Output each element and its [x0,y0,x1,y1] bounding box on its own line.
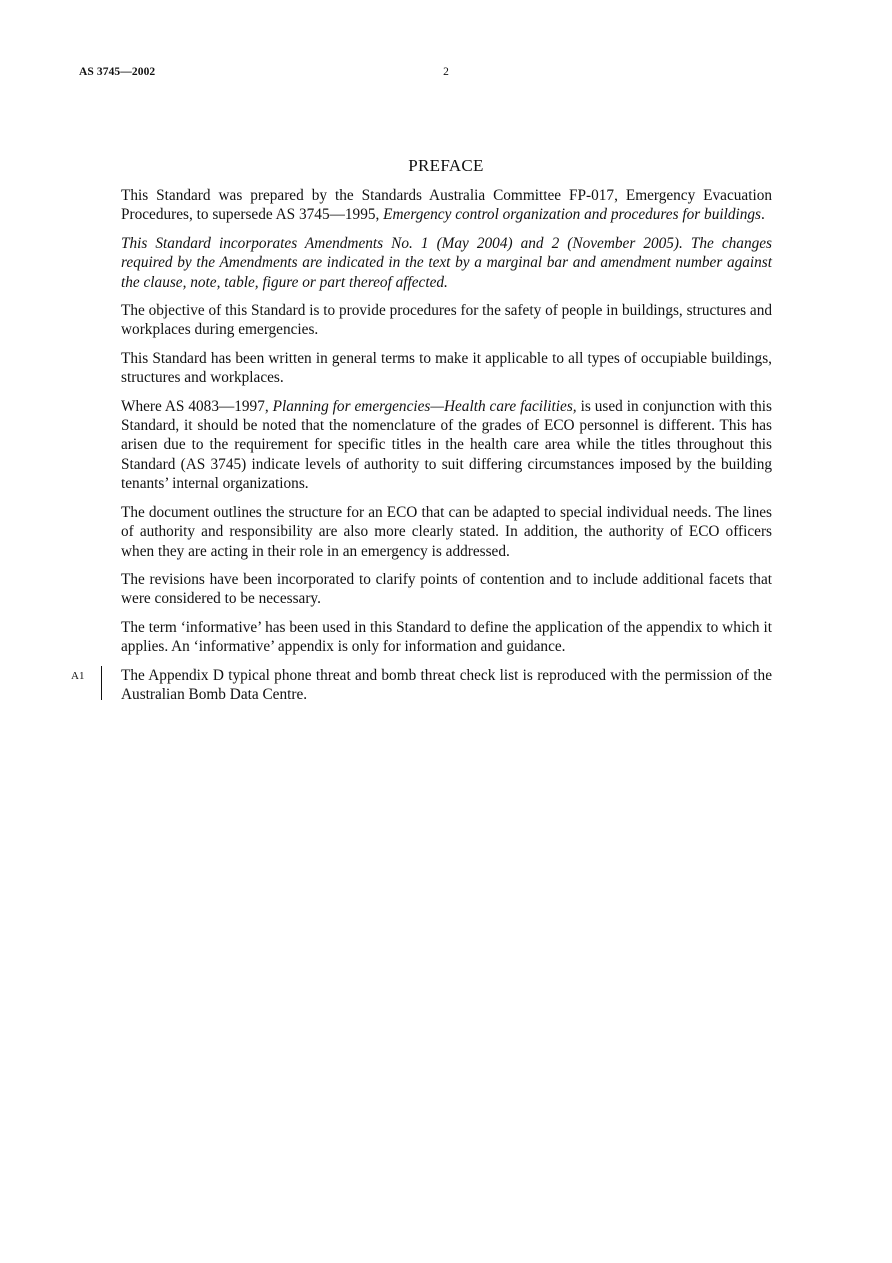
standard-identifier: AS 3745—2002 [79,66,156,78]
preface-body [71,186,772,713]
paragraph-committee-end: . [761,206,765,224]
superseded-standard-title: Emergency control organization and procedures for buildings [383,206,761,224]
page-number: 2 [443,66,449,78]
paragraph-related-standard [121,397,772,494]
paragraph-related-standard-rest: is used in conjunction with this Standard, it should be noted that the nomenclature of the grades of ECO personnel is different. This has arisen due to the requirement for specific titles in the health care area while the titles throughout this Standard (AS 3745) indicate levels of authority to suit differing circumstances imposed by the building tenants’ internal organizations. [121,397,772,493]
paragraph-objective: The objective of this Standard is to provide procedures for the safety of people in buildings, structures and workplaces during emergencies. [121,302,772,339]
paragraph-revisions: The revisions have been incorporated to clarify points of contention and to include additional facets that were considered to be necessary. [121,570,772,608]
paragraph-appendix-d-text: The Appendix D typical phone threat and bomb threat check list is reproduced with the permission of the Australian Bomb Data Centre. [121,666,772,703]
paragraph-informative: The term ‘informative’ has been used in this Standard to define the application of the appendix to which it applies. An ‘informative’ appendix is only for information and guidance. [121,618,772,656]
amendment-tag: A1 [71,669,85,682]
paragraph-committee [121,186,772,225]
paragraph-structure: The document outlines the structure for an ECO that can be adapted to special individual needs. The lines of authority and responsibility are also more clearly stated. In addition, the authority of ECO officers when they are acting in their role in an emergency is addressed. [121,503,772,560]
paragraph-amendments: This Standard incorporates Amendments No. 1 (May 2004) and 2 (November 2005). The changes required by the Amendments are indicated in the text by a marginal bar and amendment number against the clause, note, table, figure or part thereof affected. [121,234,772,291]
related-standard-title: Planning for emergencies—Health care facilities, [272,397,577,415]
amendment-marginal-bar [101,666,102,700]
paragraph-committee-text: This Standard was prepared by the Standards Australia Committee FP-017, Emergency Evacuation Procedures, to supersede AS 3745—1995, [121,187,772,224]
paragraph-related-standard-text: Where AS 4083—1997, [121,397,273,415]
paragraph-appendix-d [71,666,772,705]
page-title: PREFACE [408,156,484,175]
paragraph-scope: This Standard has been written in general terms to make it applicable to all types of occupiable buildings, structures and workplaces. [121,349,772,387]
